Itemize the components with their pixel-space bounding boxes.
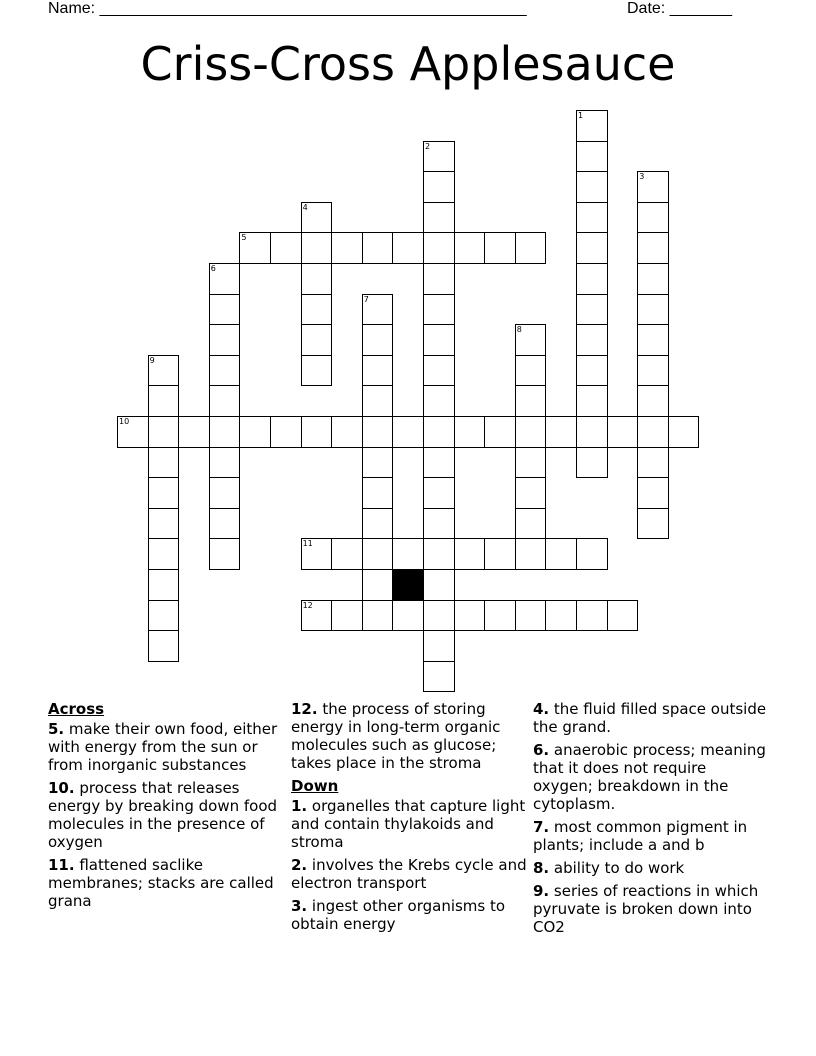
grid-cell[interactable] [148,569,180,601]
grid-cell[interactable] [209,355,241,387]
grid-cell[interactable] [637,294,669,326]
grid-cell[interactable] [148,600,180,632]
clue-across-10 [48,779,280,851]
grid-cell[interactable] [576,171,608,203]
grid-cell[interactable] [209,416,241,448]
clue-down-6 [533,741,769,813]
grid-cell[interactable] [637,447,669,479]
clue-down-3 [291,897,527,933]
grid-cell[interactable] [423,600,455,632]
grid-cell[interactable] [576,202,608,234]
grid-cell[interactable] [576,600,608,632]
clue-number-label: 10 [119,417,130,426]
grid-cell[interactable] [362,569,394,601]
grid-cell[interactable] [392,600,424,632]
grid-cell[interactable] [362,232,394,264]
name-field-label: Name: ________________________________________________ [48,0,527,17]
grid-cell[interactable] [637,324,669,356]
grid-cell[interactable] [576,141,608,173]
clue-number-label: 6 [210,264,216,273]
grid-cell[interactable] [362,477,394,509]
clue-text: involves the Krebs cycle and electron transport [291,856,527,892]
grid-cell[interactable] [637,263,669,295]
grid-cell[interactable] [576,232,608,264]
clue-number-label: 1 [578,111,584,120]
grid-cell[interactable] [148,477,180,509]
grid-cell[interactable] [423,324,455,356]
clue-down-9 [533,882,769,936]
grid-cell[interactable] [545,600,577,632]
grid-cell[interactable] [362,355,394,387]
clue-text: most common pigment in plants; include a and b [533,818,748,854]
grid-cell[interactable] [576,294,608,326]
grid-cell[interactable] [454,416,486,448]
grid-cell[interactable] [454,538,486,570]
grid-cell[interactable] [209,385,241,417]
clue-text: flattened saclike membranes; stacks are called grana [48,856,274,910]
clue-text: process that releases energy by breaking down food molecules in the presence of oxygen [48,779,278,851]
grid-cell[interactable] [576,416,608,448]
grid-cell[interactable] [331,232,363,264]
clue-number: 1. [291,797,308,815]
grid-cell[interactable] [362,416,394,448]
grid-cell[interactable] [301,294,333,326]
grid-cell[interactable] [576,355,608,387]
grid-cell[interactable] [148,508,180,540]
grid-cell[interactable] [423,385,455,417]
clue-number: 10. [48,779,75,797]
grid-cell[interactable] [515,508,547,540]
grid-cell[interactable] [423,569,455,601]
grid-cell[interactable] [454,600,486,632]
clue-text: series of reactions in which pyruvate is broken down into CO2 [533,882,759,936]
clue-text: the process of storing energy in long-term organic molecules such as glucose; takes place in the stroma [291,700,501,772]
grid-cell[interactable] [637,385,669,417]
grid-cell[interactable] [423,477,455,509]
grid-cell[interactable] [515,600,547,632]
clue-down-8 [533,859,769,877]
grid-cell[interactable] [331,600,363,632]
grid-cell[interactable] [209,294,241,326]
grid-cell[interactable] [209,508,241,540]
down-heading: Down [291,777,339,795]
grid-cell[interactable] [484,600,516,632]
grid-cell[interactable] [392,538,424,570]
clues-column-2 [291,700,527,938]
grid-cell[interactable] [423,538,455,570]
across-heading: Across [48,700,105,718]
clue-number: 3. [291,897,308,915]
grid-cell[interactable] [331,538,363,570]
clue-number-label: 2 [425,141,431,151]
grid-cell[interactable] [484,416,516,448]
grid-cell[interactable] [423,416,455,448]
clue-text: organelles that capture light and contain thylakoids and stroma [291,797,526,851]
grid-cell[interactable] [148,416,180,448]
grid-cell[interactable] [392,232,424,264]
grid-cell[interactable] [392,416,424,448]
clue-down-1 [291,797,527,851]
grid-cell[interactable] [270,232,302,264]
puzzle-title: Criss-Cross Applesauce [140,37,676,91]
blocked-cell [392,569,424,601]
clue-number-label: 12 [302,600,313,610]
grid-cell[interactable] [270,416,302,448]
grid-cell[interactable] [209,447,241,479]
grid-cell[interactable] [484,538,516,570]
grid-cell[interactable] [423,508,455,540]
clue-across-11 [48,856,280,910]
grid-cell[interactable] [209,538,241,570]
grid-cell[interactable] [668,416,700,448]
clue-text: ability to do work [549,859,685,877]
grid-cell[interactable] [637,355,669,387]
grid-cell[interactable] [423,294,455,326]
clues-column-3 [533,700,769,941]
grid-cell[interactable] [515,232,547,264]
grid-cell[interactable] [148,447,180,479]
grid-cell[interactable] [637,232,669,264]
date-field-label: Date: _______ [627,0,732,17]
grid-cell[interactable] [607,600,639,632]
clue-text: make their own food, either with energy from the sun or from inorganic substances [48,720,278,774]
clue-down-7 [533,818,769,854]
clue-number-label: 4 [302,202,308,212]
clue-number: 5. [48,720,65,738]
grid-cell[interactable] [515,385,547,417]
grid-cell[interactable] [576,324,608,356]
clue-number: 12. [291,700,318,718]
grid-cell[interactable] [637,508,669,540]
clues-column-1 [48,700,280,915]
clue-number: 6. [533,741,550,759]
clue-number: 2. [291,856,308,874]
grid-cell[interactable] [637,416,669,448]
grid-cell[interactable] [515,477,547,509]
grid-cell[interactable] [454,232,486,264]
grid-cell[interactable] [362,385,394,417]
grid-cell[interactable] [545,538,577,570]
grid-cell[interactable] [362,324,394,356]
clue-number-label: 5 [241,233,247,243]
grid-cell[interactable] [423,355,455,387]
clue-number-label: 8 [516,325,522,335]
grid-cell[interactable] [637,202,669,234]
clue-number-label: 9 [149,355,155,365]
grid-cell[interactable] [301,355,333,387]
clue-text: the fluid filled space outside the grand. [533,700,767,736]
clue-number-label: 11 [302,539,313,549]
clue-across-5 [48,720,280,774]
grid-cell[interactable] [209,477,241,509]
grid-cell[interactable] [576,385,608,417]
clue-down-2 [291,856,527,892]
grid-cell[interactable] [301,232,333,264]
grid-cell[interactable] [148,385,180,417]
clue-number: 9. [533,882,550,900]
grid-cell[interactable] [301,416,333,448]
clue-number-label: 3 [639,172,645,182]
grid-cell[interactable] [423,447,455,479]
grid-cell[interactable] [148,630,180,662]
grid-cell[interactable] [178,416,210,448]
grid-cell[interactable] [209,324,241,356]
grid-cell[interactable] [301,263,333,295]
grid-cell[interactable] [576,538,608,570]
clue-number: 4. [533,700,550,718]
grid-cell[interactable] [362,538,394,570]
clue-number: 8. [533,859,550,877]
grid-cell[interactable] [484,232,516,264]
grid-cell[interactable] [148,538,180,570]
grid-cell[interactable] [515,538,547,570]
grid-cell[interactable] [423,630,455,662]
grid-cell[interactable] [301,324,333,356]
grid-cell[interactable] [423,661,455,693]
grid-cell[interactable] [423,202,455,234]
clue-text: anaerobic process; meaning that it does not require oxygen; breakdown in the cytoplasm. [533,741,766,813]
clue-number: 11. [48,856,75,874]
clue-down-4 [533,700,769,736]
grid-cell[interactable] [362,600,394,632]
grid-cell[interactable] [515,355,547,387]
grid-cell[interactable] [545,416,577,448]
grid-cell[interactable] [423,171,455,203]
grid-cell[interactable] [515,416,547,448]
grid-cell[interactable] [362,447,394,479]
grid-cell[interactable] [576,263,608,295]
grid-cell[interactable] [637,477,669,509]
clue-number: 7. [533,818,550,836]
clue-across-12 [291,700,527,772]
grid-cell[interactable] [423,263,455,295]
grid-cell[interactable] [239,416,271,448]
grid-cell[interactable] [515,447,547,479]
grid-cell[interactable] [607,416,639,448]
grid-cell[interactable] [331,416,363,448]
grid-cell[interactable] [362,508,394,540]
clue-text: ingest other organisms to obtain energy [291,897,506,933]
clue-number-label: 7 [363,294,369,304]
grid-cell[interactable] [576,447,608,479]
grid-cell[interactable] [423,232,455,264]
